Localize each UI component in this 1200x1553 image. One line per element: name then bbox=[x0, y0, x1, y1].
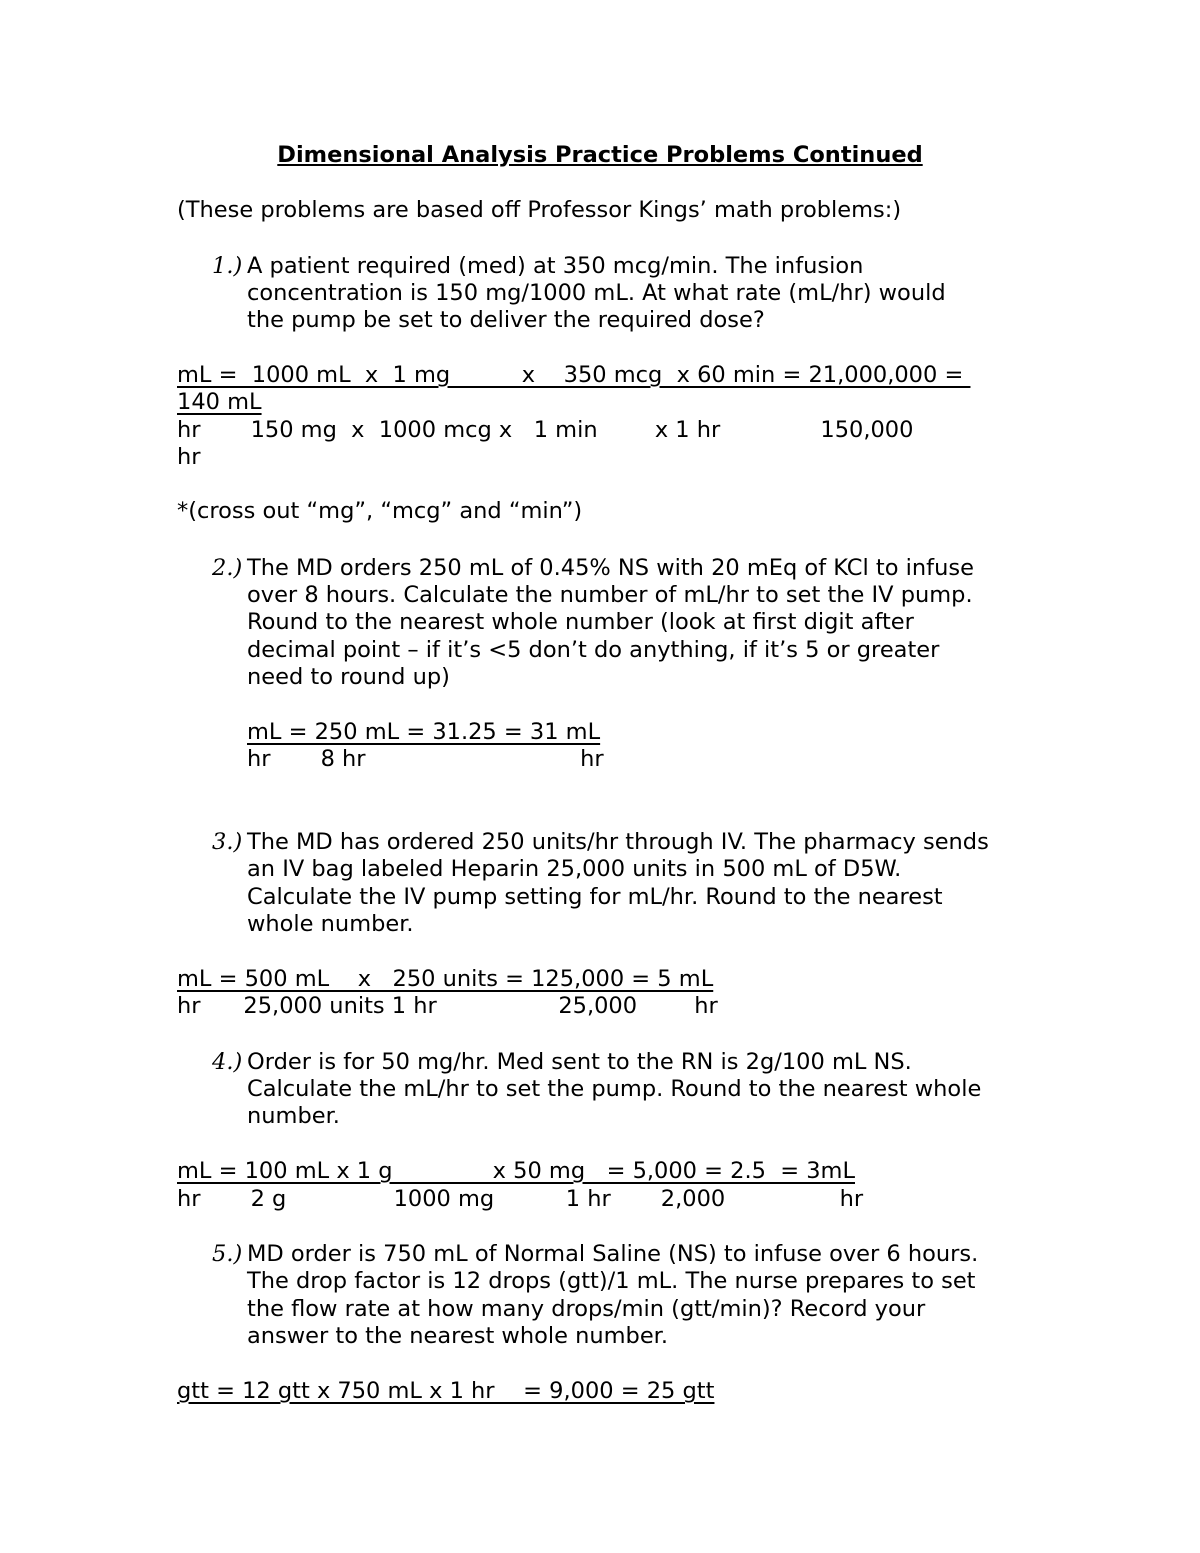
problem-2-work-denominator: hr 8 hr hr bbox=[247, 746, 604, 772]
problem-2-line: over 8 hours. Calculate the number of mL/hr to set the IV pump. bbox=[247, 582, 973, 608]
problem-1-work-denominator: hr 150 mg x 1000 mcg x 1 min x 1 hr 150,000 bbox=[177, 417, 914, 443]
problem-3-line: Calculate the IV pump setting for mL/hr. Round to the nearest bbox=[247, 884, 943, 910]
problem-2-work-numerator: mL = 250 mL = 31.25 = 31 mL bbox=[247, 719, 601, 745]
problem-5-line: MD order is 750 mL of Normal Saline (NS) to infuse over 6 hours. bbox=[247, 1241, 979, 1267]
problem-3-work-denominator: hr 25,000 units 1 hr 25,000 hr bbox=[177, 993, 718, 1019]
problem-4-line: Calculate the mL/hr to set the pump. Round to the nearest whole bbox=[247, 1076, 982, 1102]
problem-5-line: answer to the nearest whole number. bbox=[247, 1323, 668, 1349]
problem-5-line: the flow rate at how many drops/min (gtt/min)? Record your bbox=[247, 1296, 926, 1322]
problem-3-number: 3.) bbox=[212, 829, 243, 855]
problem-4-line: number. bbox=[247, 1103, 340, 1129]
problem-5-line: The drop factor is 12 drops (gtt)/1 mL. The nurse prepares to set bbox=[247, 1268, 976, 1294]
problem-4-line: Order is for 50 mg/hr. Med sent to the RN is 2g/100 mL NS. bbox=[247, 1049, 912, 1075]
problem-3-line: whole number. bbox=[247, 911, 414, 937]
intro-text: (These problems are based off Professor Kings’ math problems:) bbox=[177, 197, 902, 223]
problem-3-work-numerator: mL = 500 mL x 250 units = 125,000 = 5 mL bbox=[177, 966, 714, 992]
problem-2-line: need to round up) bbox=[247, 664, 450, 690]
problem-5-work-numerator: gtt = 12 gtt x 750 mL x 1 hr = 9,000 = 25 gtt bbox=[177, 1378, 715, 1404]
problem-3-line: The MD has ordered 250 units/hr through IV. The pharmacy sends bbox=[247, 829, 989, 855]
problem-4-number: 4.) bbox=[212, 1049, 243, 1075]
problem-4-work-denominator: hr 2 g 1000 mg 1 hr 2,000 hr bbox=[177, 1186, 864, 1212]
problem-1-number: 1.) bbox=[212, 253, 243, 279]
problem-2-number: 2.) bbox=[212, 555, 243, 581]
problem-4-work-numerator: mL = 100 mL x 1 g x 50 mg = 5,000 = 2.5 = 3mL bbox=[177, 1158, 855, 1184]
problem-1-line: the pump be set to deliver the required dose? bbox=[247, 307, 765, 333]
problem-1-work-unit: hr bbox=[177, 444, 201, 470]
problem-3-line: an IV bag labeled Heparin 25,000 units in 500 mL of D5W. bbox=[247, 856, 902, 882]
problem-1-line: A patient required (med) at 350 mcg/min. The infusion bbox=[247, 253, 864, 279]
problem-2-line: The MD orders 250 mL of 0.45% NS with 20 mEq of KCl to infuse bbox=[247, 555, 974, 581]
problem-2-line: decimal point – if it’s <5 don’t do anything, if it’s 5 or greater bbox=[247, 637, 940, 663]
problem-2-line: Round to the nearest whole number (look at first digit after bbox=[247, 609, 914, 635]
problem-1-work-numerator: mL = 1000 mL x 1 mg x 350 mcg x 60 min = 21,000,000 = bbox=[177, 362, 971, 388]
problem-5-number: 5.) bbox=[212, 1241, 243, 1267]
document-title: Dimensional Analysis Practice Problems Continued bbox=[277, 142, 923, 168]
problem-1-line: concentration is 150 mg/1000 mL. At what rate (mL/hr) would bbox=[247, 280, 946, 306]
problem-1-work-answer: 140 mL bbox=[177, 389, 262, 415]
problem-1-note: *(cross out “mg”, “mcg” and “min”) bbox=[177, 498, 583, 524]
